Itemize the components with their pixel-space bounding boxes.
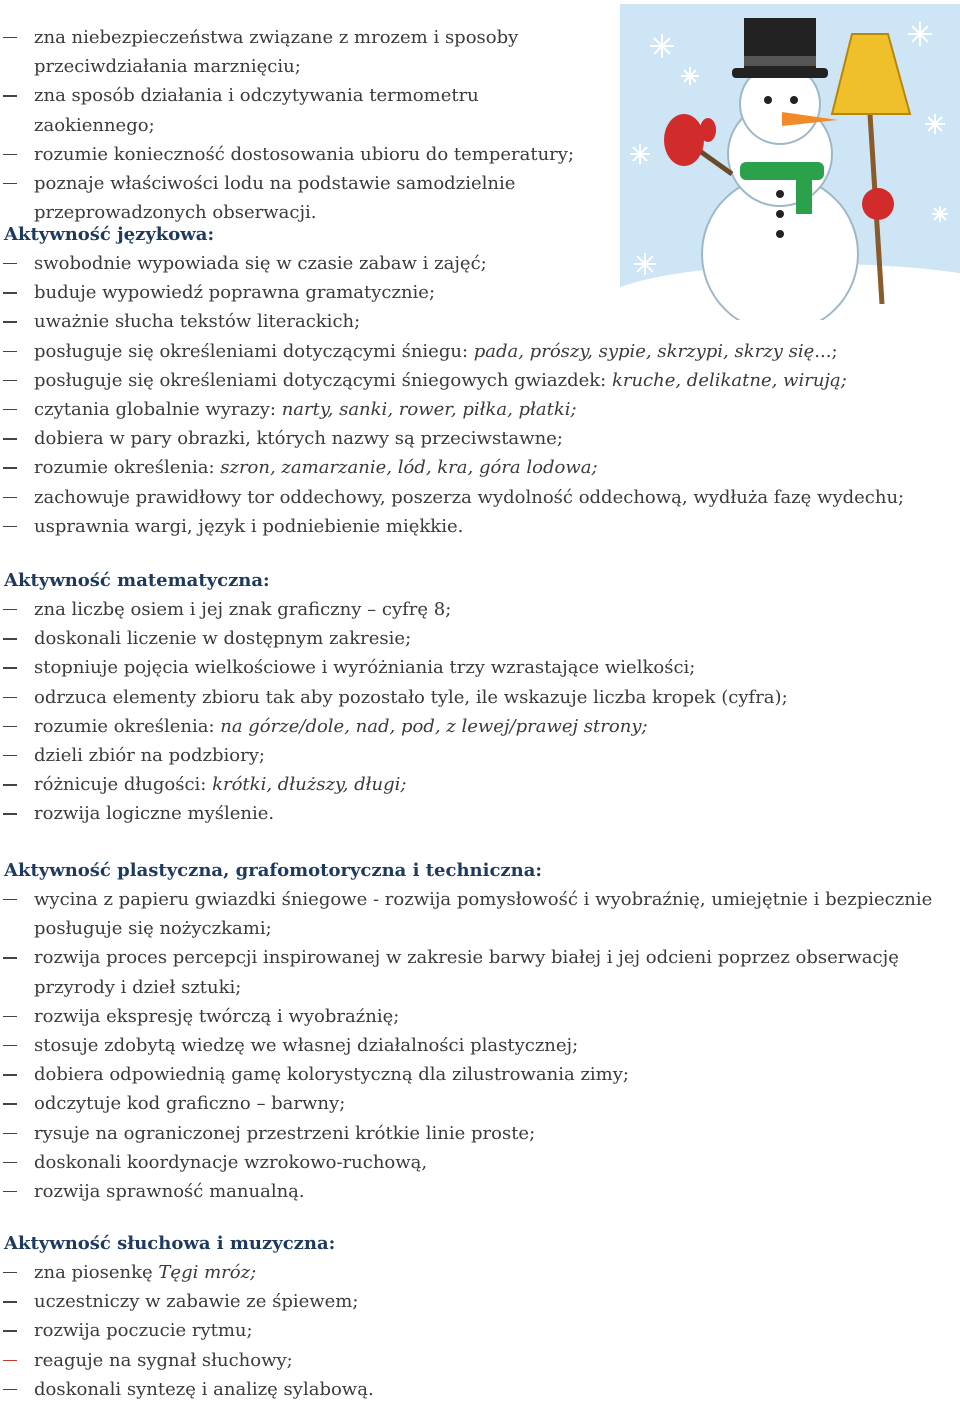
list-item-text: rozumie określenia:: [34, 715, 221, 737]
list-item: [0, 453, 950, 482]
list-item-emphasis: szron, zamarzanie, lód, kra, góra lodowa;: [220, 457, 598, 479]
list-item-text: posługuje się określeniami dotyczącymi śniegu:: [34, 340, 474, 362]
list-item-text: doskonali liczenie w dostępnym zakresie;: [34, 628, 412, 650]
list-item-text: swobodnie wypowiada się w czasie zabaw i zajęć;: [34, 253, 487, 274]
list-item-text: wycina z papieru gwiazdki śniegowe - rozwija pomysłowość i wyobraźnię, umiejętnie i bezpiecznie posługuje się nożyczkami;: [34, 889, 933, 940]
list-item-text: różnicuje długości:: [34, 774, 213, 796]
list-item: [0, 1258, 950, 1287]
list-item: [0, 1060, 950, 1089]
list-item: [0, 1287, 950, 1316]
list-item-text: posługuje się określeniami dotyczącymi śniegowych gwiazdek:: [34, 369, 612, 391]
list-item-text: rysuje na ograniczonej przestrzeni krótkie linie proste;: [34, 1122, 536, 1144]
list-item: [0, 366, 950, 395]
list-item-text: rozwija sprawność manualną.: [34, 1181, 305, 1203]
section-heading: Aktywność językowa:: [4, 224, 215, 245]
list-item-text: rozwija ekspresję twórczą i wyobraźnię;: [34, 1005, 400, 1027]
list-item: [0, 395, 950, 424]
list-item-text: zachowuje prawidłowy tor oddechowy, poszerza wydolność oddechową, wydłuża fazę wydechu;: [34, 486, 905, 508]
list-item: [0, 1031, 950, 1060]
list-item: [0, 799, 950, 828]
list-item-text: odczytuje kod graficzno – barwny;: [34, 1093, 346, 1115]
list-item: [0, 424, 950, 453]
list-item: [0, 483, 950, 512]
list-item: [0, 712, 950, 741]
list-item: [0, 943, 950, 1001]
list-item-text: stosuje zdobytą wiedzę we własnej działalności plastycznej;: [34, 1035, 579, 1057]
list-item: [0, 278, 950, 307]
list-item-text: reaguje na sygnał słuchowy;: [34, 1349, 293, 1371]
intro-list: [0, 23, 600, 227]
list-item: [0, 1148, 950, 1177]
list-item-tail: ...;: [814, 340, 838, 362]
list-item-text: stopniuje pojęcia wielkościowe i wyróżniania trzy wzrastające wielkości;: [34, 657, 696, 679]
list-item-emphasis: Tęgi mróz;: [158, 1262, 257, 1283]
list-item-text: doskonali koordynacje wzrokowo-ruchową,: [34, 1151, 428, 1173]
list-item-emphasis: narty, sanki, rower, piłka, płatki;: [281, 399, 577, 421]
list-item-emphasis: pada, prószy, sypie, skrzypi, skrzy się: [473, 340, 815, 362]
list-item-text: uczestniczy w zabawie ze śpiewem;: [34, 1291, 359, 1313]
list-item-emphasis: na górze/dole, nad, pod, z lewej/prawej strony;: [220, 715, 648, 737]
list-item: [0, 1119, 950, 1148]
section-list: [0, 595, 950, 829]
list-item-text: zna liczbę osiem i jej znak graficzny – cyfrę 8;: [34, 599, 452, 620]
list-item-text: rozumie określenia:: [34, 457, 221, 479]
list-item: [0, 770, 950, 799]
list-item-text: zna piosenkę: [34, 1262, 159, 1283]
list-item: [0, 512, 950, 541]
list-item-text: dobiera w pary obrazki, których nazwy są przeciwstawne;: [34, 428, 563, 450]
list-item-text: uważnie słucha tekstów literackich;: [34, 311, 361, 333]
list-item-text: rozwija logiczne myślenie.: [34, 803, 275, 825]
section-matematyczna: [0, 566, 950, 829]
list-item: [0, 1346, 950, 1375]
section-jezykowa: [0, 220, 950, 541]
list-item-text: czytania globalnie wyrazy:: [34, 399, 282, 421]
section-heading: Aktywność słuchowa i muzyczna:: [4, 1233, 336, 1254]
list-item: poznaje właściwości lodu na podstawie samodzielnie przeprowadzonych obserwacji.: [0, 169, 600, 227]
list-item-text: buduje wypowiedź poprawna gramatycznie;: [34, 282, 436, 304]
section-sluchowa: [0, 1229, 950, 1404]
list-item: [0, 1375, 950, 1404]
list-item: zna sposób działania i odczytywania termometru zaokiennego;: [0, 81, 600, 139]
list-item-text: rozwija proces percepcji inspirowanej w zakresie barwy białej i jej odcieni poprzez obserwację przyrody i dzieł sztuki;: [34, 947, 899, 998]
list-item-text: dobiera odpowiednią gamę kolorystyczną dla zilustrowania zimy;: [34, 1064, 629, 1086]
list-item: [0, 595, 950, 624]
list-item-text: odrzuca elementy zbioru tak aby pozostało tyle, ile wskazuje liczba kropek (cyfra);: [34, 686, 788, 708]
list-item-text: dzieli zbiór na podzbiory;: [34, 745, 265, 767]
list-item: [0, 741, 950, 770]
list-item: [0, 653, 950, 682]
list-item: [0, 1316, 950, 1345]
section-list: [0, 1258, 950, 1404]
list-item: [0, 624, 950, 653]
list-item: [0, 249, 950, 278]
section-heading: Aktywność matematyczna:: [4, 570, 270, 591]
list-item-text: rozwija poczucie rytmu;: [34, 1320, 253, 1342]
section-plastyczna: [0, 856, 950, 1206]
list-item: zna niebezpieczeństwa związane z mrozem i sposoby przeciwdziałania marznięciu;: [0, 23, 600, 81]
list-item: [0, 337, 950, 366]
list-item: [0, 885, 950, 943]
list-item-emphasis: krótki, dłuższy, długi;: [212, 774, 407, 796]
list-item-text: usprawnia wargi, język i podniebienie miękkie.: [34, 515, 464, 537]
section-list: [0, 249, 950, 541]
section-list: [0, 885, 950, 1206]
section-heading: Aktywność plastyczna, grafomotoryczna i techniczna:: [4, 860, 543, 881]
list-item: [0, 1089, 950, 1118]
list-item: [0, 683, 950, 712]
list-item: [0, 1177, 950, 1206]
list-item-text: doskonali syntezę i analizę sylabową.: [34, 1378, 374, 1400]
list-item: rozumie konieczność dostosowania ubioru do temperatury;: [0, 140, 600, 169]
list-item: [0, 307, 950, 336]
list-item-emphasis: kruche, delikatne, wirują;: [611, 369, 847, 391]
list-item: [0, 1002, 950, 1031]
